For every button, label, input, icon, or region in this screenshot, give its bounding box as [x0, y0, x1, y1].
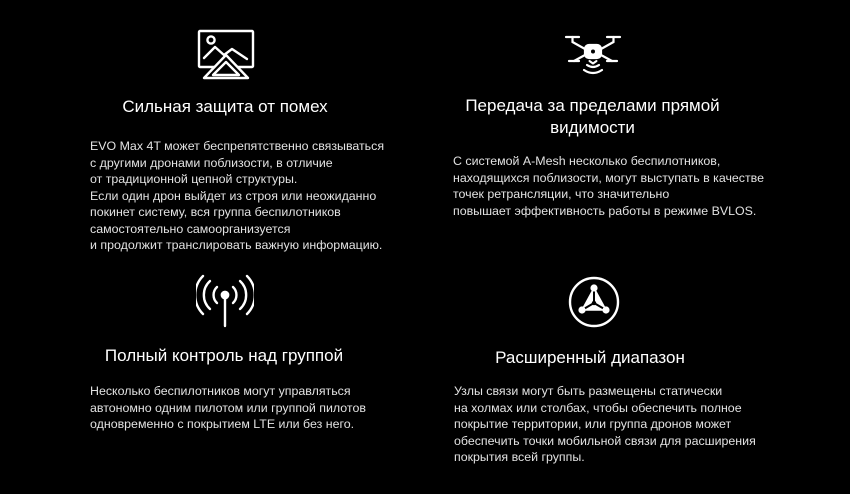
description-line: покинет систему, вся группа беспилотников — [90, 205, 341, 219]
description-line: EVO Max 4T может беспрепятственно связываться — [90, 139, 385, 153]
feature-title — [90, 96, 360, 118]
feature-title-line: Полный контроль над группой — [104, 346, 344, 365]
feature-title-line: Сильная защита от помех — [122, 97, 328, 116]
feature-description — [454, 383, 756, 466]
description-line: находящихся поблизости, могут выступать в качестве — [453, 170, 764, 185]
description-line: одновременно с покрытием LTE или без него. — [90, 417, 355, 431]
description-line: С системой A-Mesh несколько беспилотников, — [453, 154, 721, 168]
feature-description — [90, 138, 384, 254]
drone-signal-icon — [563, 32, 623, 80]
feature-title — [450, 95, 735, 139]
feature-description — [453, 153, 764, 219]
description-line: покрытие территории, или группа дронов может — [454, 417, 732, 431]
description-line: повышает эффективность работы в режиме BVLOS. — [453, 203, 757, 218]
description-line: автономно одним пилотом или группой пилотов — [90, 400, 366, 415]
description-line: Несколько беспилотников могут управляться — [90, 384, 351, 398]
feature-description — [90, 383, 366, 433]
antenna-broadcast-icon — [196, 273, 254, 329]
anti-interference-icon — [195, 28, 257, 82]
feature-title-line: видимости — [550, 118, 635, 137]
description-line: обеспечить точки мобильной связи для расширения — [454, 433, 756, 448]
description-line: Узлы связи могут быть размещены статически — [454, 384, 723, 398]
description-line: покрытия всей группы. — [454, 450, 585, 464]
mesh-network-icon — [565, 275, 623, 329]
feature-title — [90, 345, 358, 367]
feature-title-line: Передача за пределами прямой — [465, 96, 720, 115]
description-line: Если один дрон выйдет из строя или неожиданно — [90, 188, 377, 203]
description-line: точек ретрансляции, что значительно — [453, 187, 670, 201]
description-line: и продолжит транслировать важную информацию. — [90, 238, 383, 252]
description-line: самостоятельно самоорганизуется — [90, 221, 291, 236]
feature-title-line: Расширенный диапазон — [495, 348, 685, 367]
description-line: на холмах или столбах, чтобы обеспечить полное — [454, 400, 742, 415]
feature-title — [450, 347, 730, 369]
description-line: от традиционной цепной структуры. — [90, 172, 298, 186]
description-line: с другими дронами поблизости, в отличие — [90, 155, 333, 170]
